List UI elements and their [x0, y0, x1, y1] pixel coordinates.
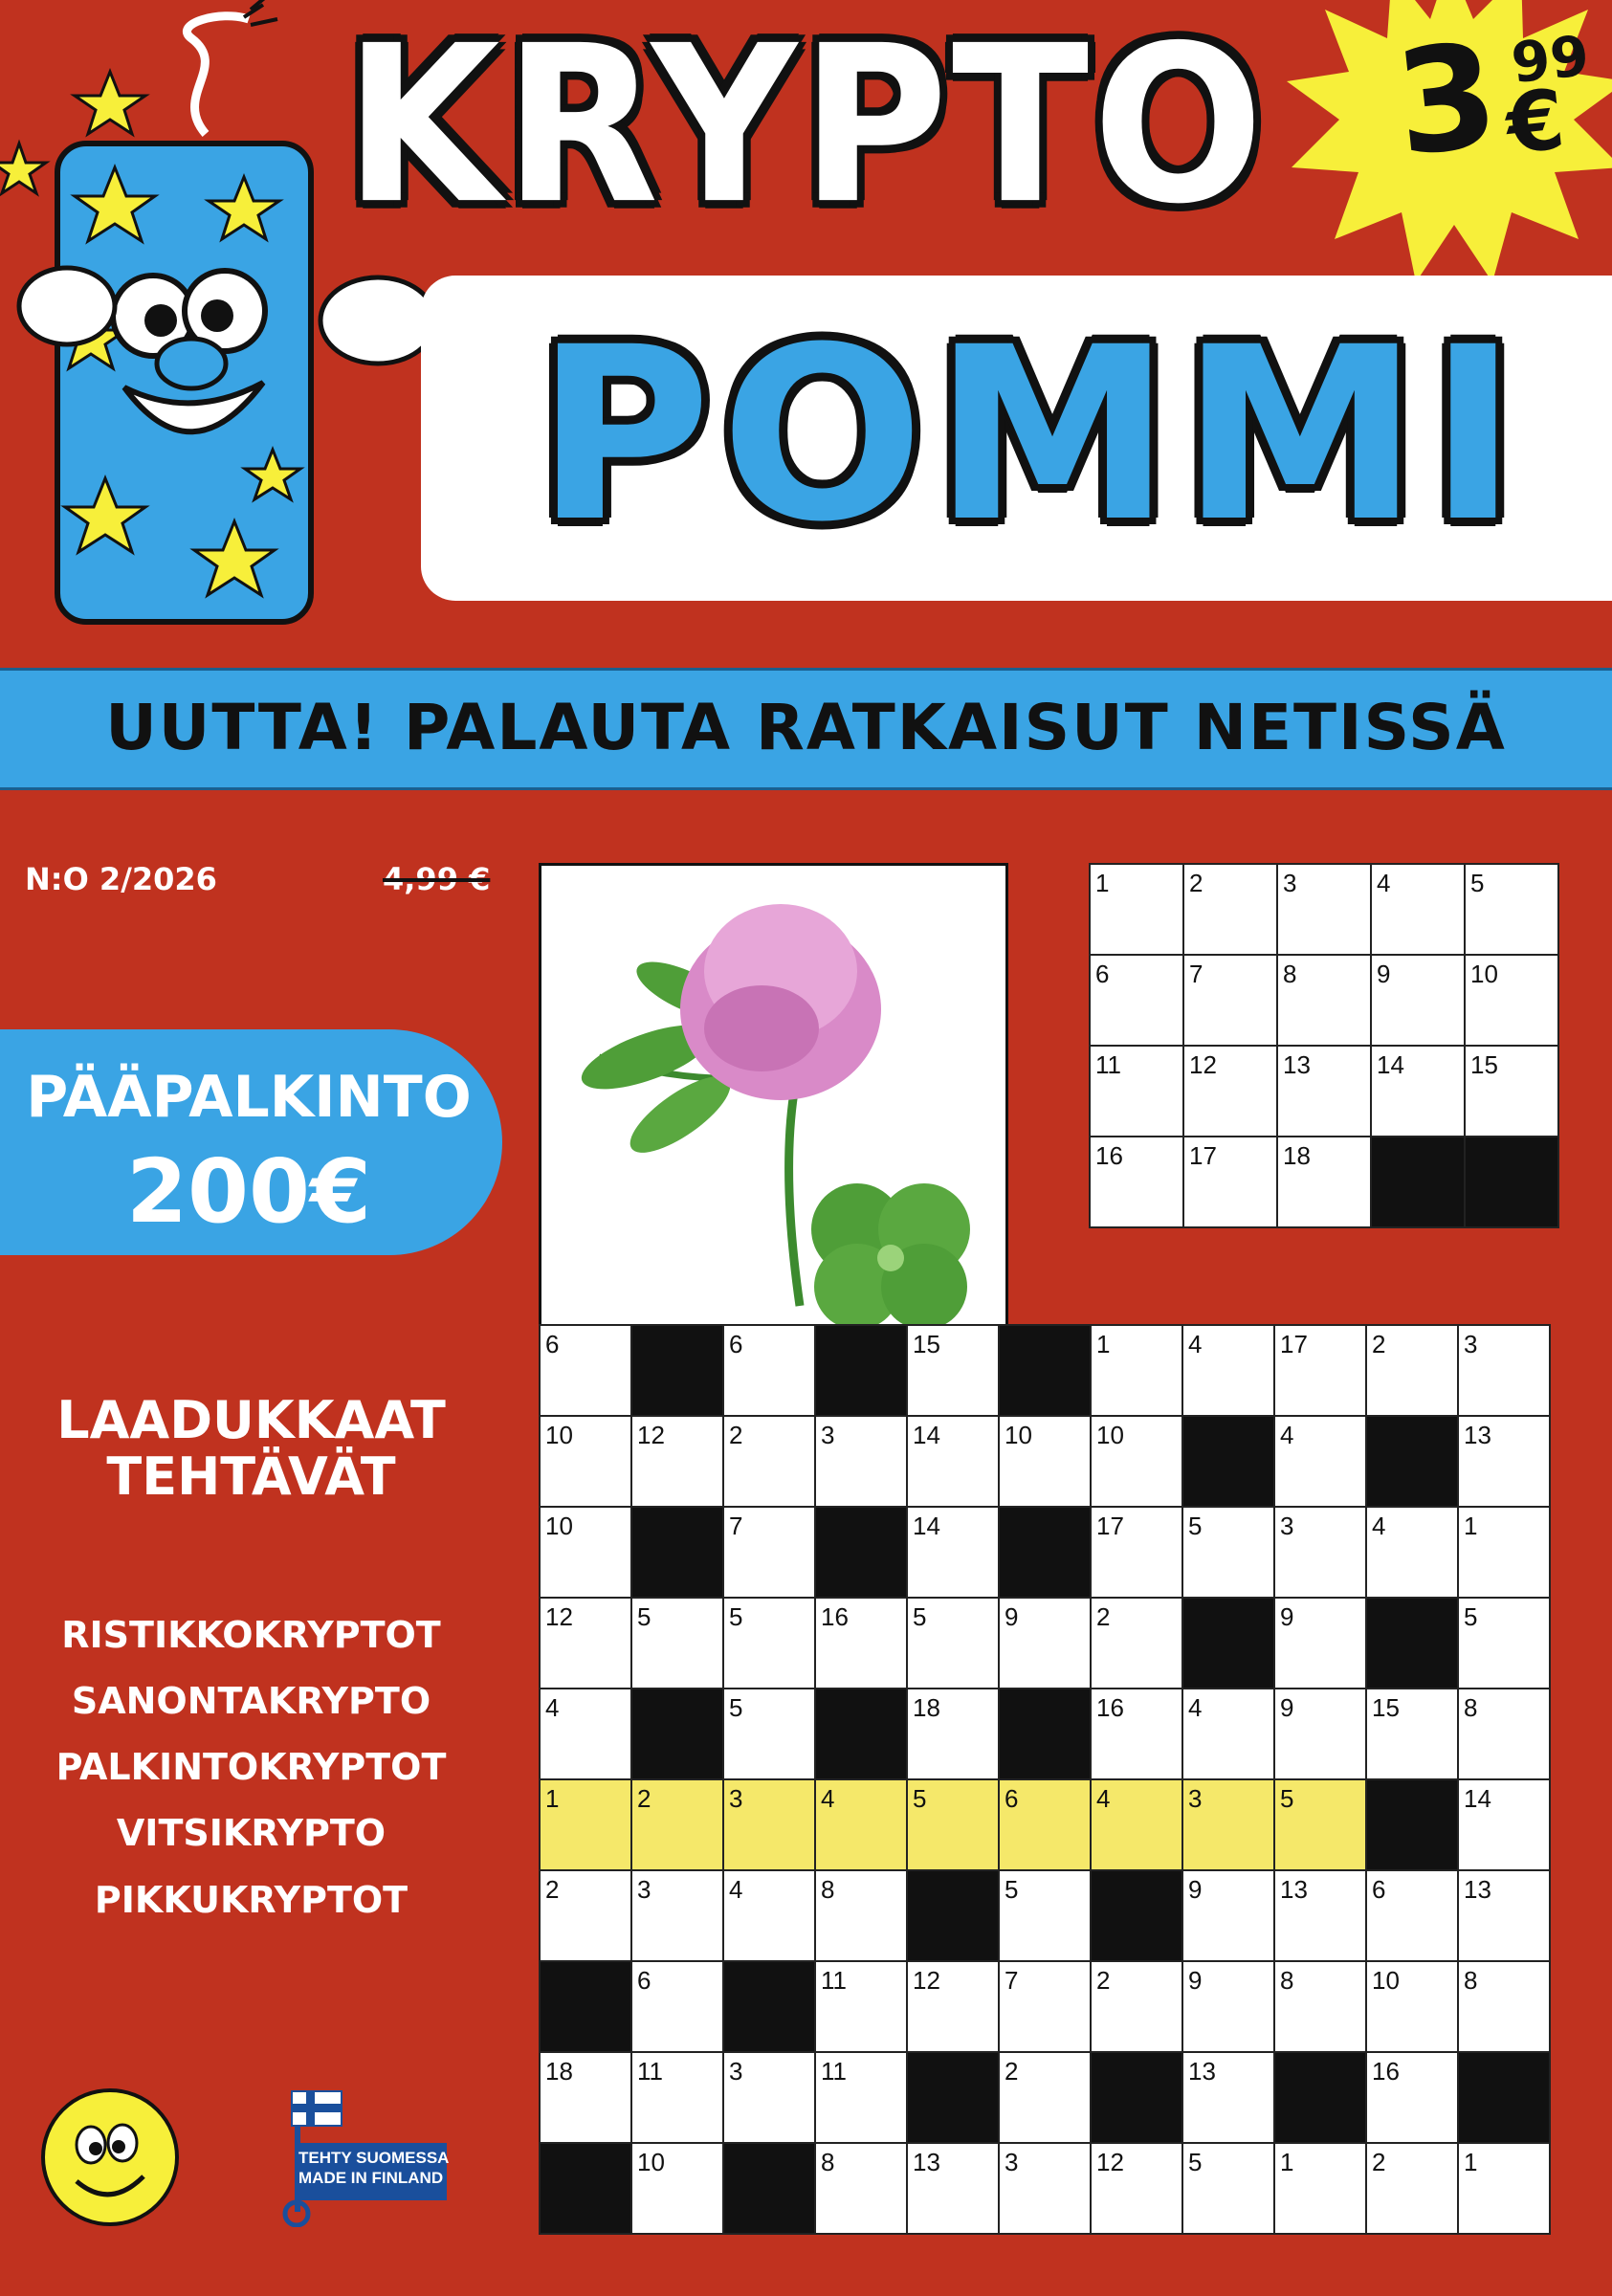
price-currency: € — [1501, 72, 1569, 173]
grid-row — [540, 1416, 1550, 1507]
cell-number: 6 — [545, 1330, 560, 1358]
grid-cell[interactable] — [1366, 2052, 1458, 2143]
grid-cell[interactable] — [723, 1325, 815, 1416]
cell-number: 10 — [1470, 960, 1498, 988]
grid-black-cell — [815, 1325, 907, 1416]
cell-number: 3 — [1005, 2148, 1019, 2176]
grid-cell[interactable] — [999, 2052, 1091, 2143]
grid-cell[interactable] — [1182, 1961, 1274, 2052]
grid-cell[interactable] — [1091, 1598, 1182, 1689]
grid-black-cell — [1091, 1870, 1182, 1961]
grid-cell[interactable] — [999, 1961, 1091, 2052]
cell-number: 1 — [1095, 869, 1110, 897]
cell-number: 7 — [729, 1512, 743, 1540]
clover-illustration — [541, 866, 1005, 1327]
grid-black-cell — [540, 1961, 631, 2052]
cell-number: 4 — [729, 1875, 743, 1904]
cell-number: 18 — [1283, 1141, 1311, 1170]
cell-number: 5 — [1188, 2148, 1203, 2176]
cell-number: 14 — [913, 1512, 940, 1540]
small-crypto-grid — [1089, 863, 1559, 1228]
grid-cell[interactable] — [1091, 1961, 1182, 2052]
cell-number: 3 — [637, 1875, 651, 1904]
grid-cell[interactable] — [1183, 1137, 1277, 1227]
cell-number: 6 — [637, 1966, 651, 1995]
cell-number: 17 — [1189, 1141, 1217, 1170]
made-in-line-1: TEHTY SUOMESSA — [298, 2149, 450, 2167]
title-krypto: KRYPTO — [344, 0, 1268, 253]
cell-number: 11 — [821, 2057, 847, 2086]
puzzle-type-item: PIKKUKRYPTOT — [94, 1878, 409, 1921]
grid-cell[interactable] — [815, 1416, 907, 1507]
puzzle-type-item: PALKINTOKRYPTOT — [55, 1746, 447, 1789]
cell-number: 8 — [1464, 1966, 1478, 1995]
grid-black-cell — [723, 1961, 815, 2052]
grid-highlight-cell[interactable] — [540, 1779, 631, 1870]
grid-cell[interactable] — [1458, 1325, 1550, 1416]
cell-number: 5 — [913, 1784, 927, 1813]
cell-number: 2 — [1372, 1330, 1386, 1358]
cell-number: 9 — [1188, 1966, 1203, 1995]
cell-number: 2 — [729, 1421, 743, 1449]
grid-cell[interactable] — [907, 1507, 999, 1598]
cell-number: 13 — [913, 2148, 940, 2176]
cell-number: 4 — [1188, 1330, 1203, 1358]
grid-cell[interactable] — [540, 1870, 631, 1961]
cell-number: 12 — [1096, 2148, 1124, 2176]
grid-cell[interactable] — [1465, 864, 1558, 955]
grid-black-cell — [1366, 1416, 1458, 1507]
cell-number: 1 — [545, 1784, 560, 1813]
grid-row — [540, 1598, 1550, 1689]
online-banner-text: UUTTA! PALAUTA RATKAISUT NETISSÄ — [105, 691, 1507, 764]
cell-number: 8 — [821, 1875, 835, 1904]
cell-number: 3 — [1280, 1512, 1294, 1540]
grid-cell[interactable] — [1182, 1507, 1274, 1598]
cell-number: 16 — [1095, 1141, 1123, 1170]
cell-number: 11 — [637, 2057, 663, 2086]
cell-number: 12 — [913, 1966, 940, 1995]
smiley-icon — [38, 2086, 182, 2229]
grid-highlight-cell[interactable] — [1091, 1779, 1182, 1870]
grid-cell[interactable] — [1366, 1870, 1458, 1961]
prize-label: PÄÄPALKINTO — [26, 1064, 472, 1131]
quality-line-2: TEHTÄVÄT — [106, 1446, 396, 1508]
grid-cell[interactable] — [815, 1598, 907, 1689]
grid-cell[interactable] — [1458, 1779, 1550, 1870]
cell-number: 10 — [1372, 1966, 1400, 1995]
grid-black-cell — [999, 1689, 1091, 1779]
cell-number: 3 — [821, 1421, 835, 1449]
grid-row — [1090, 864, 1558, 955]
grid-cell[interactable] — [1274, 1598, 1366, 1689]
grid-row — [540, 1779, 1550, 1870]
price-main: 3 — [1388, 12, 1506, 188]
grid-cell[interactable] — [999, 1870, 1091, 1961]
grid-black-cell — [1465, 1137, 1558, 1227]
grid-cell[interactable] — [1091, 1416, 1182, 1507]
puzzle-type-item: RISTIKKOKRYPTOT — [61, 1614, 441, 1656]
grid-cell[interactable] — [1183, 864, 1277, 955]
grid-cell[interactable] — [907, 1689, 999, 1779]
grid-cell[interactable] — [540, 1416, 631, 1507]
grid-cell[interactable] — [1366, 1689, 1458, 1779]
cell-number: 4 — [545, 1693, 560, 1722]
grid-cell[interactable] — [1371, 955, 1465, 1046]
grid-black-cell — [1274, 2052, 1366, 2143]
grid-cell[interactable] — [723, 1598, 815, 1689]
grid-cell[interactable] — [1182, 1689, 1274, 1779]
cell-number: 17 — [1096, 1512, 1124, 1540]
cell-number: 5 — [1470, 869, 1485, 897]
grid-cell[interactable] — [723, 1507, 815, 1598]
grid-highlight-cell[interactable] — [999, 1779, 1091, 1870]
cell-number: 1 — [1464, 1512, 1478, 1540]
grid-cell[interactable] — [1274, 1416, 1366, 1507]
cell-number: 5 — [1005, 1875, 1019, 1904]
grid-cell[interactable] — [1274, 1507, 1366, 1598]
grid-row — [540, 1870, 1550, 1961]
cell-number: 5 — [913, 1602, 927, 1631]
cell-number: 9 — [1005, 1602, 1019, 1631]
cell-number: 10 — [1005, 1421, 1032, 1449]
quality-heading — [0, 1392, 502, 1506]
grid-cell[interactable] — [815, 2052, 907, 2143]
cell-number: 3 — [729, 1784, 743, 1813]
grid-cell[interactable] — [540, 1598, 631, 1689]
grid-cell[interactable] — [1182, 1870, 1274, 1961]
grid-cell[interactable] — [1274, 2143, 1366, 2234]
grid-cell[interactable] — [631, 1598, 723, 1689]
cell-number: 9 — [1280, 1602, 1294, 1631]
cell-number: 16 — [821, 1602, 849, 1631]
cell-number: 13 — [1283, 1050, 1311, 1079]
cell-number: 3 — [1188, 1784, 1203, 1813]
cell-number: 8 — [1464, 1693, 1478, 1722]
cell-number: 12 — [637, 1421, 665, 1449]
cell-number: 2 — [1005, 2057, 1019, 2086]
grid-black-cell — [631, 1325, 723, 1416]
cell-number: 13 — [1188, 2057, 1216, 2086]
grid-black-cell — [999, 1325, 1091, 1416]
grid-cell[interactable] — [815, 1961, 907, 2052]
cell-number: 2 — [637, 1784, 651, 1813]
grid-cell[interactable] — [1277, 955, 1371, 1046]
grid-highlight-cell[interactable] — [815, 1779, 907, 1870]
cell-number: 6 — [1095, 960, 1110, 988]
cell-number: 4 — [1188, 1693, 1203, 1722]
grid-cell[interactable] — [1091, 1689, 1182, 1779]
grid-black-cell — [1458, 2052, 1550, 2143]
cell-number: 14 — [913, 1421, 940, 1449]
grid-cell[interactable] — [540, 2052, 631, 2143]
cell-number: 1 — [1096, 1330, 1111, 1358]
cell-number: 6 — [1005, 1784, 1019, 1813]
cell-number: 13 — [1464, 1875, 1491, 1904]
grid-cell[interactable] — [1274, 1325, 1366, 1416]
cell-number: 8 — [821, 2148, 835, 2176]
grid-cell[interactable] — [1277, 864, 1371, 955]
grid-cell[interactable] — [723, 1870, 815, 1961]
cell-number: 3 — [729, 2057, 743, 2086]
grid-black-cell — [999, 1507, 1091, 1598]
title-pommi: POMMI — [536, 296, 1528, 574]
cell-number: 14 — [1464, 1784, 1491, 1813]
grid-black-cell — [1366, 1598, 1458, 1689]
cell-number: 10 — [637, 2148, 665, 2176]
grid-cell[interactable] — [1465, 955, 1558, 1046]
cell-number: 7 — [1005, 1966, 1019, 1995]
grid-cell[interactable] — [907, 1325, 999, 1416]
grid-black-cell — [1371, 1137, 1465, 1227]
grid-cell[interactable] — [1183, 955, 1277, 1046]
cell-number: 11 — [821, 1966, 847, 1995]
cell-number: 11 — [1095, 1050, 1121, 1079]
cell-number: 3 — [1464, 1330, 1478, 1358]
issue-number: N:O 2/2026 — [25, 861, 217, 897]
made-in-line-2: MADE IN FINLAND — [298, 2169, 444, 2188]
grid-cell[interactable] — [1465, 1046, 1558, 1137]
cell-number: 2 — [1372, 2148, 1386, 2176]
grid-black-cell — [540, 2143, 631, 2234]
grid-cell[interactable] — [1091, 2143, 1182, 2234]
grid-cell[interactable] — [1274, 1689, 1366, 1779]
grid-black-cell — [1182, 1598, 1274, 1689]
grid-cell[interactable] — [1458, 1416, 1550, 1507]
cell-number: 14 — [1377, 1050, 1404, 1079]
cell-number: 15 — [1372, 1693, 1400, 1722]
cell-number: 5 — [1464, 1602, 1478, 1631]
made-in-finland-text — [298, 2148, 449, 2189]
grid-cell[interactable] — [631, 2052, 723, 2143]
cell-number: 10 — [545, 1421, 573, 1449]
grid-cell[interactable] — [1458, 1507, 1550, 1598]
grid-cell[interactable] — [1090, 955, 1183, 1046]
grid-cell[interactable] — [907, 1416, 999, 1507]
grid-cell[interactable] — [1183, 1046, 1277, 1137]
grid-cell[interactable] — [1458, 1598, 1550, 1689]
price-cents: 99 — [1508, 22, 1593, 97]
cell-number: 4 — [1280, 1421, 1294, 1449]
cell-number: 9 — [1280, 1693, 1294, 1722]
grid-cell[interactable] — [999, 2143, 1091, 2234]
grid-highlight-cell[interactable] — [631, 1779, 723, 1870]
grid-cell[interactable] — [631, 1961, 723, 2052]
quality-line-1: LAADUKKAAT — [56, 1390, 446, 1450]
cell-number: 15 — [1470, 1050, 1498, 1079]
grid-row — [540, 1507, 1550, 1598]
grid-cell[interactable] — [540, 1325, 631, 1416]
grid-black-cell — [907, 2052, 999, 2143]
grid-cell[interactable] — [1458, 1870, 1550, 1961]
grid-cell[interactable] — [1366, 1961, 1458, 2052]
grid-cell[interactable] — [631, 2143, 723, 2234]
cell-number: 12 — [1189, 1050, 1217, 1079]
grid-cell[interactable] — [1458, 2143, 1550, 2234]
puzzle-type-item: VITSIKRYPTO — [116, 1812, 386, 1855]
cell-number: 9 — [1377, 960, 1391, 988]
cell-number: 4 — [1372, 1512, 1386, 1540]
cell-number: 10 — [545, 1512, 573, 1540]
cell-number: 2 — [1096, 1602, 1111, 1631]
grid-cell[interactable] — [723, 2052, 815, 2143]
grid-cell[interactable] — [1371, 864, 1465, 955]
cell-number: 8 — [1283, 960, 1297, 988]
grid-cell[interactable] — [1366, 1325, 1458, 1416]
main-crypto-grid — [539, 1324, 1551, 2235]
cell-number: 16 — [1372, 2057, 1400, 2086]
grid-highlight-cell[interactable] — [1274, 1779, 1366, 1870]
cell-number: 2 — [1189, 869, 1203, 897]
grid-row — [540, 2143, 1550, 2234]
grid-black-cell — [815, 1507, 907, 1598]
cell-number: 6 — [729, 1330, 743, 1358]
cell-number: 6 — [1372, 1875, 1386, 1904]
grid-cell[interactable] — [1090, 1137, 1183, 1227]
grid-cell[interactable] — [1277, 1046, 1371, 1137]
grid-cell[interactable] — [1091, 1325, 1182, 1416]
grid-cell[interactable] — [631, 1870, 723, 1961]
grid-row — [1090, 1137, 1558, 1227]
grid-cell[interactable] — [1182, 1325, 1274, 1416]
cell-number: 4 — [1377, 869, 1391, 897]
grid-cell[interactable] — [1277, 1137, 1371, 1227]
cell-number: 2 — [1096, 1966, 1111, 1995]
grid-black-cell — [1182, 1416, 1274, 1507]
prize-amount: 200€ — [125, 1140, 372, 1243]
grid-cell[interactable] — [540, 1689, 631, 1779]
grid-black-cell — [631, 1507, 723, 1598]
grid-cell[interactable] — [1090, 1046, 1183, 1137]
cell-number: 15 — [913, 1330, 940, 1358]
grid-row — [540, 1961, 1550, 2052]
grid-cell[interactable] — [540, 1507, 631, 1598]
grid-row — [540, 1689, 1550, 1779]
cell-number: 7 — [1189, 960, 1203, 988]
grid-row — [1090, 955, 1558, 1046]
grid-cell[interactable] — [1458, 1961, 1550, 2052]
grid-cell[interactable] — [1458, 1689, 1550, 1779]
cell-number: 5 — [729, 1602, 743, 1631]
grid-black-cell — [907, 1870, 999, 1961]
grid-cell[interactable] — [1274, 1961, 1366, 2052]
cell-number: 4 — [821, 1784, 835, 1813]
grid-cell[interactable] — [723, 1689, 815, 1779]
cell-number: 12 — [545, 1602, 573, 1631]
cell-number: 1 — [1280, 2148, 1294, 2176]
cell-number: 1 — [1464, 2148, 1478, 2176]
grid-cell[interactable] — [815, 1870, 907, 1961]
clover-photo — [539, 863, 1008, 1330]
grid-cell[interactable] — [815, 2143, 907, 2234]
grid-cell[interactable] — [1182, 2143, 1274, 2234]
grid-black-cell — [1366, 1779, 1458, 1870]
puzzle-types-list — [0, 1602, 502, 1933]
grid-highlight-cell[interactable] — [1182, 1779, 1274, 1870]
cell-number: 10 — [1096, 1421, 1124, 1449]
cell-number: 18 — [913, 1693, 940, 1722]
grid-cell[interactable] — [723, 1416, 815, 1507]
cell-number: 13 — [1464, 1421, 1491, 1449]
cell-number: 5 — [637, 1602, 651, 1631]
grid-black-cell — [815, 1689, 907, 1779]
grid-black-cell — [1091, 2052, 1182, 2143]
grid-cell[interactable] — [907, 1961, 999, 2052]
puzzle-type-item: SANONTAKRYPTO — [71, 1680, 431, 1723]
grid-cell[interactable] — [631, 1416, 723, 1507]
cell-number: 9 — [1188, 1875, 1203, 1904]
grid-black-cell — [723, 2143, 815, 2234]
cell-number: 5 — [729, 1693, 743, 1722]
grid-black-cell — [631, 1689, 723, 1779]
grid-cell[interactable] — [1090, 864, 1183, 955]
grid-row — [1090, 1046, 1558, 1137]
grid-cell[interactable] — [1091, 1507, 1182, 1598]
cell-number: 17 — [1280, 1330, 1308, 1358]
grid-cell[interactable] — [999, 1598, 1091, 1689]
grid-cell[interactable] — [907, 1598, 999, 1689]
cell-number: 5 — [1280, 1784, 1294, 1813]
grid-cell[interactable] — [1182, 2052, 1274, 2143]
cell-number: 13 — [1280, 1875, 1308, 1904]
cell-number: 4 — [1096, 1784, 1111, 1813]
cell-number: 8 — [1280, 1966, 1294, 1995]
grid-cell[interactable] — [1366, 1507, 1458, 1598]
cell-number: 5 — [1188, 1512, 1203, 1540]
cell-number: 16 — [1096, 1693, 1124, 1722]
grid-row — [540, 1325, 1550, 1416]
grid-row — [540, 2052, 1550, 2143]
grid-cell[interactable] — [907, 2143, 999, 2234]
grid-cell[interactable] — [999, 1416, 1091, 1507]
grid-highlight-cell[interactable] — [907, 1779, 999, 1870]
cell-number: 3 — [1283, 869, 1297, 897]
cell-number: 2 — [545, 1875, 560, 1904]
grid-cell[interactable] — [1366, 2143, 1458, 2234]
grid-cell[interactable] — [1274, 1870, 1366, 1961]
grid-highlight-cell[interactable] — [723, 1779, 815, 1870]
grid-cell[interactable] — [1371, 1046, 1465, 1137]
old-price-struck: 4,99 € — [383, 861, 491, 897]
cell-number: 18 — [545, 2057, 573, 2086]
